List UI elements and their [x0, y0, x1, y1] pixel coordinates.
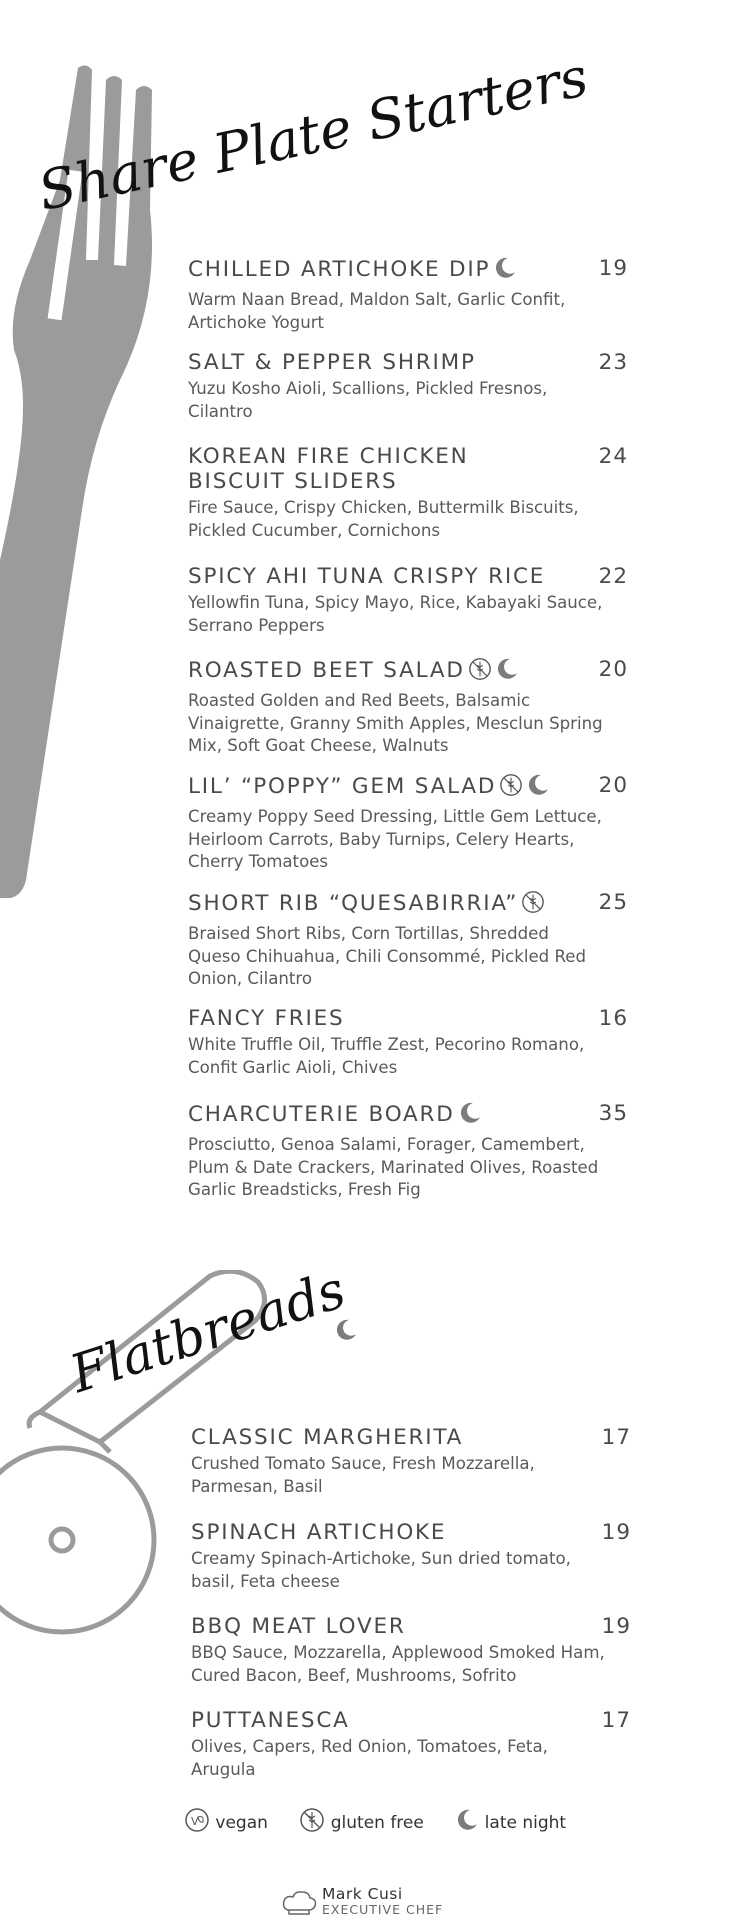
menu-item-name: CHARCUTERIE BOARD	[188, 1101, 573, 1131]
menu-item-price: 20	[598, 657, 628, 682]
moon-icon	[458, 1101, 482, 1131]
svg-text:V: V	[191, 1815, 199, 1828]
menu-item-price: 35	[598, 1101, 628, 1126]
menu-item-price: 23	[598, 350, 628, 375]
moon-icon	[526, 773, 550, 803]
menu-item-description: Creamy Poppy Seed Dressing, Little Gem Lettuce, Heirloom Carrots, Baby Turnips, Celery Hearts, Cherry Tomatoes	[188, 807, 602, 871]
section-title-flatbreads: Flatbreads	[63, 1260, 353, 1405]
menu-item-description: Yellowfin Tuna, Spicy Mayo, Rice, Kabayaki Sauce, Serrano Peppers	[188, 593, 603, 635]
menu-item	[188, 256, 628, 334]
menu-item	[191, 1425, 631, 1498]
menu-item	[188, 1006, 628, 1079]
moon-icon	[455, 1808, 479, 1837]
menu-item-description: Roasted Golden and Red Beets, Balsamic Vinaigrette, Granny Smith Apples, Mesclun Spring Mix, Soft Goat Cheese, Walnuts	[188, 691, 603, 755]
chef-title: EXECUTIVE CHEF	[322, 1902, 444, 1917]
menu-item-name: SPICY AHI TUNA CRISPY RICE	[188, 564, 546, 589]
menu-item-price: 17	[601, 1425, 631, 1450]
menu-item	[188, 564, 628, 637]
gluten-free-icon	[499, 773, 523, 803]
gluten-free-icon	[299, 1807, 325, 1838]
menu-item-name: FANCY FRIES	[188, 1006, 345, 1031]
menu-item	[188, 773, 628, 874]
menu-item-description: White Truffle Oil, Truffle Zest, Pecorino Romano, Confit Garlic Aioli, Chives	[188, 1035, 585, 1077]
legend	[184, 1807, 604, 1837]
legend-late-night-label: late night	[484, 1812, 567, 1833]
menu-item-name: CHILLED ARTICHOKE DIP	[188, 256, 573, 286]
menu-item-price: 16	[598, 1006, 628, 1031]
menu-item-description: Crushed Tomato Sauce, Fresh Mozzarella, Parmesan, Basil	[191, 1454, 535, 1496]
menu-item-description: Warm Naan Bread, Maldon Salt, Garlic Confit, Artichoke Yogurt	[188, 290, 566, 332]
menu-item-description: BBQ Sauce, Mozzarella, Applewood Smoked Ham, Cured Bacon, Beef, Mushrooms, Sofrito	[191, 1643, 605, 1685]
menu-item-name: ROASTED BEET SALAD	[188, 657, 573, 687]
moon-icon	[493, 256, 517, 286]
menu-item-name: PUTTANESCA	[191, 1708, 350, 1733]
legend-gluten-free-label: gluten free	[330, 1812, 424, 1833]
vegan-icon	[184, 1807, 210, 1838]
menu-item-price: 17	[601, 1708, 631, 1733]
menu-item-name: KOREAN FIRE CHICKEN BISCUIT SLIDERS	[188, 444, 469, 494]
chef-hat-icon	[280, 1888, 318, 1920]
menu-item	[191, 1520, 631, 1593]
menu-item	[188, 1101, 628, 1202]
menu-item-price: 19	[598, 256, 628, 281]
menu-item-price: 24	[598, 444, 628, 469]
menu-item-name: SHORT RIB “QUESABIRRIA”	[188, 890, 573, 920]
menu-item	[188, 444, 628, 542]
menu-item-description: Prosciutto, Genoa Salami, Forager, Camembert, Plum & Date Crackers, Marinated Olives, Roasted Garlic Breadsticks, Fresh Fig	[188, 1135, 599, 1199]
menu-item-name: BBQ MEAT LOVER	[191, 1614, 406, 1639]
menu-item-description: Olives, Capers, Red Onion, Tomatoes, Feta, Arugula	[191, 1737, 548, 1779]
flatbreads-moon-icon	[334, 1318, 358, 1346]
menu-item	[191, 1614, 631, 1687]
menu-item	[188, 350, 628, 423]
menu-item-price: 19	[601, 1520, 631, 1545]
menu-item-description: Yuzu Kosho Aioli, Scallions, Pickled Fresnos, Cilantro	[188, 379, 548, 421]
menu-item-name: SPINACH ARTICHOKE	[191, 1520, 447, 1545]
section-title-starters: Share Plate Starters	[32, 45, 594, 223]
gluten-free-icon	[521, 890, 545, 920]
menu-item-price: 19	[601, 1614, 631, 1639]
chef-name: Mark Cusi	[322, 1885, 403, 1903]
moon-icon	[495, 657, 519, 687]
menu-item-description: Fire Sauce, Crispy Chicken, Buttermilk Biscuits, Pickled Cucumber, Cornichons	[188, 498, 579, 540]
menu-item	[191, 1708, 631, 1781]
menu-item-name: LIL’ “POPPY” GEM SALAD	[188, 773, 573, 803]
legend-vegan-label: vegan	[215, 1812, 268, 1833]
menu-item	[188, 890, 628, 991]
menu-item-price: 25	[598, 890, 628, 915]
menu-item-description: Creamy Spinach-Artichoke, Sun dried tomato, basil, Feta cheese	[191, 1549, 571, 1591]
menu-item-price: 22	[598, 564, 628, 589]
menu-item	[188, 657, 628, 758]
menu-item-name: SALT & PEPPER SHRIMP	[188, 350, 476, 375]
gluten-free-icon	[468, 657, 492, 687]
menu-item-price: 20	[598, 773, 628, 798]
menu-item-name: CLASSIC MARGHERITA	[191, 1425, 464, 1450]
chef-signature	[280, 1886, 443, 1917]
menu-item-description: Braised Short Ribs, Corn Tortillas, Shredded Queso Chihuahua, Chili Consommé, Pickled Red Onion, Cilantro	[188, 924, 587, 988]
